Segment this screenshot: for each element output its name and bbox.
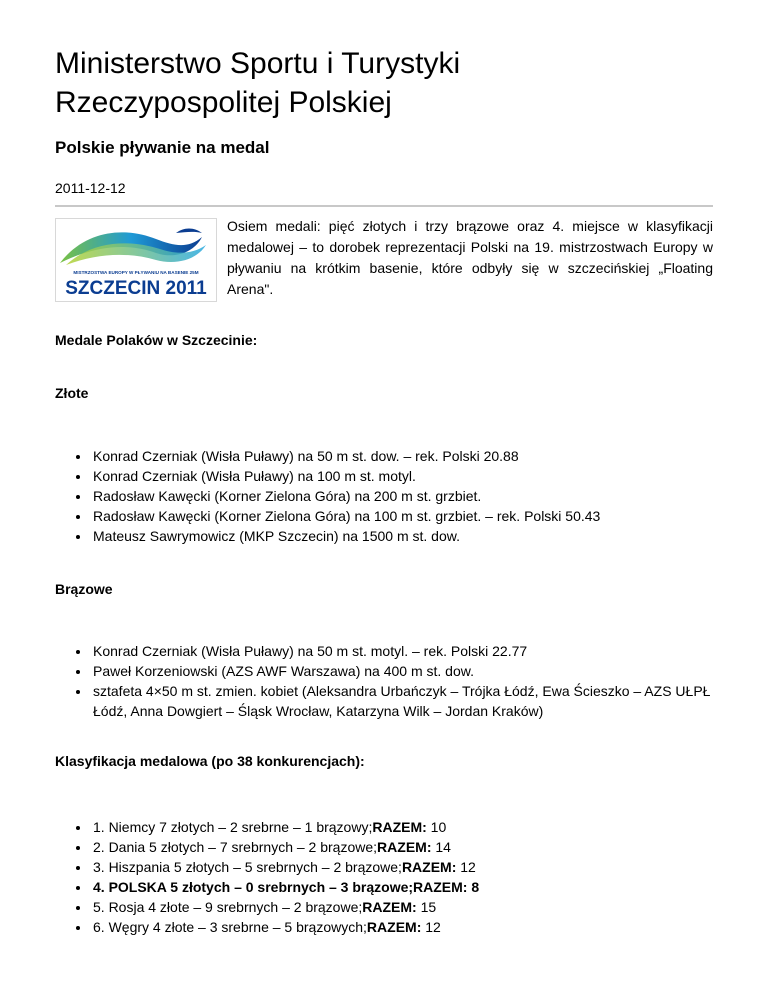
total-label: RAZEM: (413, 879, 468, 895)
gold-heading: Złote (55, 385, 89, 401)
ranking-total: 12 (425, 919, 441, 935)
list-item: • Konrad Czerniak (Wisła Puławy) na 50 m st. dow. – rek. Polski 20.88 (91, 446, 600, 466)
list-item: • Konrad Czerniak (Wisła Puławy) na 100 m st. motyl. (91, 466, 600, 486)
article-lead: Osiem medali: pięć złotych i trzy brązowe oraz 4. miejsce w klasyfikacji medalowej – to dorobek reprezentacji Polski na 19. mistrzostwach Europy w pływaniu na krótkim basenie, które odbyły się w szczecińskiej „Floating Arena". (227, 218, 713, 297)
total-label: RAZEM: (401, 859, 457, 875)
article-date: 2011-12-12 (55, 180, 126, 196)
list-item-poland (91, 877, 479, 897)
list-item: • Radosław Kawęcki (Korner Zielona Góra) na 100 m st. grzbiet. – rek. Polski 50.43 (91, 506, 600, 526)
article-image (55, 218, 217, 302)
list-item (91, 917, 479, 937)
bronze-list (55, 641, 713, 721)
gold-list (55, 446, 600, 546)
ranking-text: 1. Niemcy 7 złotych – 2 srebrne – 1 brązowy; (93, 819, 373, 835)
logo-caption-small: MISTRZOSTWA EUROPY W PŁYWANIU NA BASENIE 25M (73, 270, 199, 275)
ranking-list (55, 817, 479, 937)
total-label: RAZEM: (377, 839, 432, 855)
ranking-text: 5. Rosja 4 złote – 9 srebrnych – 2 brązowe; (93, 899, 363, 915)
total-label: RAZEM: (362, 899, 417, 915)
ranking-text: 3. Hiszpania 5 złotych – 5 srebrnych – 2 brązowe; (93, 859, 402, 875)
logo-caption-big: SZCZECIN 2011 (65, 278, 207, 299)
site-title (55, 44, 460, 122)
ranking-text: 6. Węgry 4 złote – 3 srebrne – 5 brązowych; (93, 919, 367, 935)
total-label: RAZEM: (372, 819, 427, 835)
ranking-total: 12 (460, 859, 476, 875)
list-item: • sztafeta 4×50 m st. zmien. kobiet (Aleksandra Urbańczyk – Trójka Łódź, Ewa Ścieszko – AZS UŁPŁ Łódź, Anna Dowgiert – Śląsk Wrocław, Katarzyna Wilk – Jordan Kraków) (91, 681, 713, 721)
ranking-total: 15 (420, 899, 437, 915)
ranking-heading: Klasyfikacja medalowa (po 38 konkurencjach): (55, 753, 365, 769)
list-item: • Radosław Kawęcki (Korner Zielona Góra) na 200 m st. grzbiet. (91, 486, 600, 506)
divider (55, 205, 713, 207)
ranking-text: 2. Dania 5 złotych – 7 srebrnych – 2 brązowe; (93, 839, 378, 855)
ranking-total: 10 (430, 819, 447, 835)
list-item (91, 837, 479, 857)
list-item: • Mateusz Sawrymowicz (MKP Szczecin) na 1500 m st. dow. (91, 526, 600, 546)
bronze-heading: Brązowe (55, 581, 113, 597)
ranking-text: 4. POLSKA 5 złotych – 0 srebrnych – 3 brązowe; (93, 879, 414, 895)
site-title-line2: Rzeczypospolitej Polskiej (55, 86, 392, 119)
article-title: Polskie pływanie na medal (55, 138, 270, 157)
szczecin-2011-logo (56, 219, 216, 301)
list-item: • Paweł Korzeniowski (AZS AWF Warszawa) na 400 m st. dow. (91, 661, 713, 681)
ranking-total: 8 (471, 879, 480, 895)
total-label: RAZEM: (366, 919, 422, 935)
medals-heading: Medale Polaków w Szczecinie: (55, 332, 258, 348)
site-title-line1: Ministerstwo Sportu i Turystyki (55, 47, 461, 80)
list-item (91, 817, 479, 837)
list-item (91, 857, 479, 877)
list-item (91, 897, 479, 917)
list-item: • Konrad Czerniak (Wisła Puławy) na 50 m st. motyl. – rek. Polski 22.77 (91, 641, 713, 661)
ranking-total: 14 (435, 839, 451, 855)
